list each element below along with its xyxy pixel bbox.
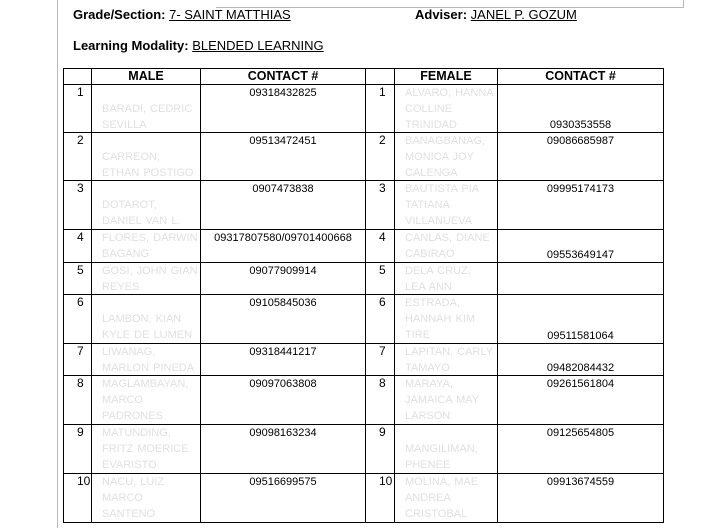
male-row-number: 5 [64, 263, 92, 295]
female-contact-number: 09125654805 [546, 427, 615, 439]
female-contact-number: 09086685987 [546, 135, 615, 147]
table-row [64, 85, 664, 133]
male-contact-number-cell [201, 230, 366, 263]
male-student-name: NACU, LUIZ MARCO SANTENO [102, 476, 165, 520]
female-student-name-cell [395, 295, 498, 344]
female-contact-number: 09261561804 [546, 378, 615, 390]
male-contact-number: 09516699575 [249, 476, 317, 488]
female-student-name: ESTRADA, HANNAH KIM TIRE [405, 297, 476, 341]
female-row-number: 1 [366, 85, 395, 133]
male-contact-number: 09097063808 [249, 378, 317, 390]
table-row [64, 376, 664, 425]
male-student-name: BARADI, CEDRIC SEVILLA [102, 103, 193, 131]
male-contact-number-cell [201, 474, 366, 523]
modality-value: BLENDED LEARNING [192, 38, 324, 53]
male-row-number: 2 [64, 133, 92, 181]
female-contact-number-cell [498, 295, 664, 344]
female-contact-header: CONTACT # [498, 69, 664, 85]
female-contact-number: 09553649147 [546, 249, 615, 261]
male-student-name: CARREON, ETHAN POSTIGO [102, 151, 194, 179]
female-row-number: 5 [366, 263, 395, 295]
male-contact-number-cell [201, 425, 366, 474]
grade-section-value: 7- SAINT MATTHIAS [169, 7, 291, 22]
male-student-name: DOTAROT, DANIEL VAN L. [102, 199, 181, 227]
female-student-name-cell [395, 230, 498, 263]
page-edge-left [57, 0, 58, 528]
female-student-name-cell [395, 376, 498, 425]
female-contact-number-cell [498, 474, 664, 523]
male-student-name-cell [92, 133, 201, 181]
female-contact-number: 09913674559 [546, 476, 615, 488]
table-row [64, 295, 664, 344]
male-contact-number-cell [201, 181, 366, 230]
table-row [64, 263, 664, 295]
male-row-number: 4 [64, 230, 92, 263]
male-header: MALE [92, 69, 201, 85]
female-contact-number-cell [498, 181, 664, 230]
female-student-name: CANLAS, DIANE CABIRAO [405, 232, 490, 260]
female-student-name: MARAYA, JAMAICA MAY LARSON [405, 378, 479, 422]
num-header [64, 69, 92, 85]
female-contact-number-cell [498, 85, 664, 133]
male-student-name-cell [92, 425, 201, 474]
male-student-name: FLORES, DARWIN BAGANG [102, 232, 198, 260]
male-student-name-cell [92, 344, 201, 376]
fnum-header [366, 69, 395, 85]
table-row [64, 344, 664, 376]
male-student-name: MAGLAMBAYAN, MARCO PADRONES [102, 378, 189, 422]
male-student-name-cell [92, 376, 201, 425]
female-contact-number: 09482084432 [546, 362, 615, 374]
female-row-number: 7 [366, 344, 395, 376]
male-student-name: GOSI, JOHN GIAN REYES [102, 265, 198, 293]
female-header: FEMALE [395, 69, 498, 85]
female-row-number: 6 [366, 295, 395, 344]
female-student-name-cell [395, 344, 498, 376]
female-student-name: BAUTISTA PIA TATIANA VILLANUEVA [405, 183, 479, 227]
male-contact-number: 09513472451 [249, 135, 317, 147]
male-student-name-cell [92, 263, 201, 295]
male-contact-number: 09317807580/09701400668 [214, 232, 352, 244]
male-student-name-cell [92, 295, 201, 344]
female-student-name-cell [395, 133, 498, 181]
male-row-number: 3 [64, 181, 92, 230]
female-student-name-cell [395, 425, 498, 474]
female-row-number: 9 [366, 425, 395, 474]
male-contact-number: 09318441217 [249, 346, 317, 358]
male-student-name: MATUNDING, FRITZ MOERICE EVARISTO [102, 427, 189, 471]
male-contact-header: CONTACT # [201, 69, 366, 85]
female-student-name: MOLINA, MAE ANDREA CRISTOBAL [405, 476, 479, 520]
male-student-name: LAMBON, KIAN KYLE DE LUMEN [102, 313, 193, 341]
female-student-name-cell [395, 474, 498, 523]
female-row-number: 3 [366, 181, 395, 230]
grade-section-label: Grade/Section: [73, 7, 166, 22]
table-header-row [64, 69, 664, 85]
male-student-name: LIWANAG, MARLON PINEDA [102, 346, 195, 374]
female-row-number: 4 [366, 230, 395, 263]
male-row-number: 8 [64, 376, 92, 425]
female-contact-number-cell [498, 425, 664, 474]
female-student-name-cell [395, 181, 498, 230]
male-contact-number-cell [201, 133, 366, 181]
female-student-name: ALVARO, HANNA COLLINE TRINIDAD [405, 87, 494, 131]
male-contact-number: 0907473838 [252, 183, 314, 195]
female-contact-number: 09511581064 [547, 330, 614, 342]
female-row-number: 2 [366, 133, 395, 181]
modality-line [73, 38, 324, 53]
adviser-label: Adviser: [415, 7, 468, 22]
female-student-name: BANAGBANAG, MONICA JOY CALENGA [405, 135, 486, 179]
male-contact-number: 09098163234 [249, 427, 317, 439]
adviser-line [415, 7, 577, 22]
male-contact-number-cell [201, 344, 366, 376]
modality-label: Learning Modality: [73, 38, 189, 53]
table-row [64, 425, 664, 474]
female-student-name: LAPITAN, CARLY TAMAYO [405, 346, 493, 374]
female-student-name-cell [395, 85, 498, 133]
male-contact-number-cell [201, 263, 366, 295]
table-row [64, 474, 664, 523]
female-student-name: MANGILIMAN, PHENEE [405, 443, 478, 471]
female-contact-number-cell [498, 344, 664, 376]
male-contact-number: 09105845036 [249, 297, 317, 309]
male-row-number: 10 [64, 474, 92, 523]
male-row-number: 7 [64, 344, 92, 376]
male-student-name-cell [92, 474, 201, 523]
female-student-name: DELA CRUZ, LEA ANN [405, 265, 471, 293]
female-contact-number-cell [498, 133, 664, 181]
female-contact-number: 0930353558 [549, 119, 612, 131]
female-row-number: 10 [366, 474, 395, 523]
female-contact-number-cell [498, 230, 664, 263]
male-contact-number-cell [201, 376, 366, 425]
table-row [64, 230, 664, 263]
male-student-name-cell [92, 85, 201, 133]
male-student-name-cell [92, 181, 201, 230]
male-contact-number-cell [201, 85, 366, 133]
male-contact-number: 09318432825 [249, 87, 317, 99]
table-row [64, 133, 664, 181]
male-row-number: 6 [64, 295, 92, 344]
male-student-name-cell [92, 230, 201, 263]
female-contact-number-cell [498, 263, 664, 295]
female-row-number: 8 [366, 376, 395, 425]
male-row-number: 1 [64, 85, 92, 133]
table-row [64, 181, 664, 230]
female-student-name-cell [395, 263, 498, 295]
grade-section-line [73, 7, 291, 22]
female-contact-number: 09995174173 [546, 183, 615, 195]
male-contact-number-cell [201, 295, 366, 344]
male-row-number: 9 [64, 425, 92, 474]
male-contact-number: 09077909914 [249, 265, 317, 277]
class-roster-table [63, 68, 664, 523]
adviser-value: JANEL P. GOZUM [470, 7, 577, 22]
female-contact-number-cell [498, 376, 664, 425]
